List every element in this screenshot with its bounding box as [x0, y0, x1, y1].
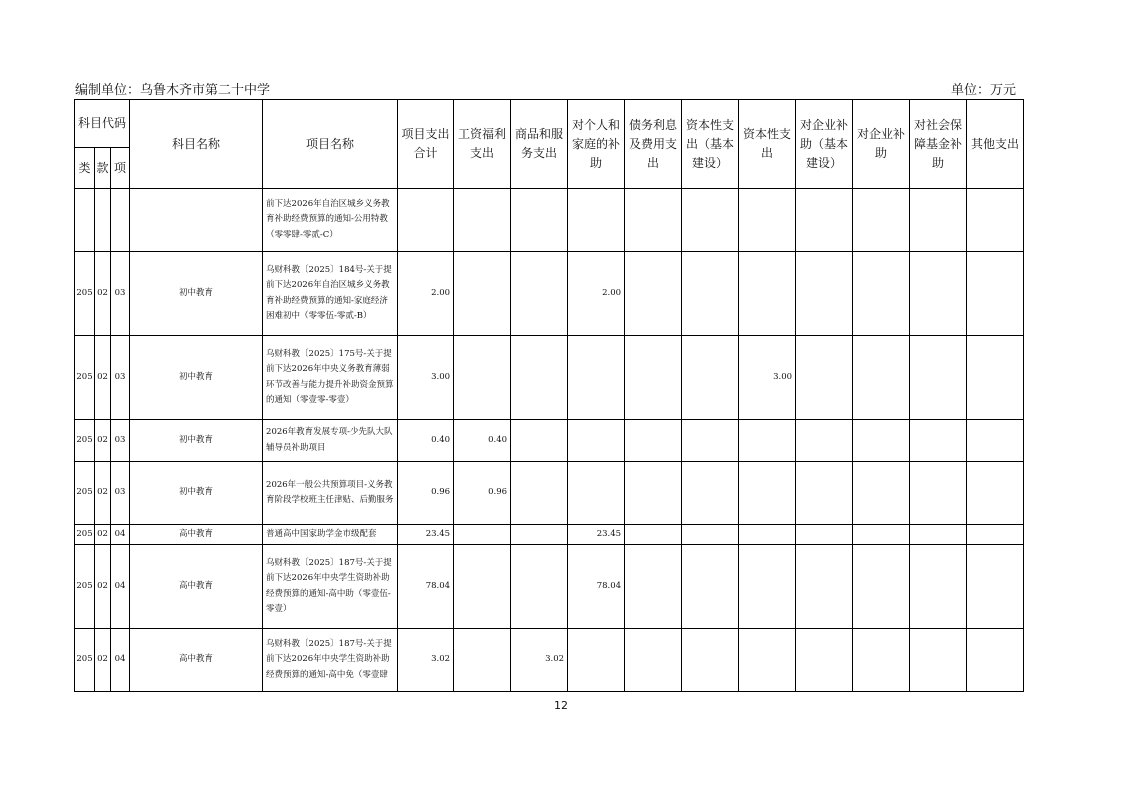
code-xiang: 03 — [111, 462, 130, 525]
capital-basic-cell — [682, 629, 739, 692]
total-cell — [398, 189, 454, 252]
enterprise-cell — [853, 462, 910, 525]
other-cell — [967, 420, 1024, 462]
project-name-cell: 乌财科教〔2025〕184号-关于提前下达2026年自治区城乡义务教育补助经费预算的通知-家庭经济困难初中（零零伍-零贰-B） — [263, 252, 398, 336]
other-cell — [967, 189, 1024, 252]
total-cell: 23.45 — [398, 525, 454, 545]
enterprise-basic-cell — [796, 629, 853, 692]
enterprise-cell — [853, 629, 910, 692]
header-salary: 工资福利支出 — [454, 100, 511, 189]
table-row — [75, 336, 1024, 420]
total-cell: 0.40 — [398, 420, 454, 462]
currency-unit: 单位：万元 — [950, 83, 1016, 98]
code-xiang: 04 — [111, 545, 130, 629]
project-name-cell: 乌财科教〔2025〕187号-关于提前下达2026年中央学生资助补助经费预算的通知-高中免（零壹肆 — [263, 629, 398, 692]
table-row — [75, 462, 1024, 525]
enterprise-basic-cell — [796, 545, 853, 629]
code-lei: 205 — [75, 629, 95, 692]
social-security-cell — [910, 189, 967, 252]
code-xiang — [111, 189, 130, 252]
debt-interest-cell — [625, 525, 682, 545]
goods-services-cell — [511, 189, 568, 252]
subject-name-cell: 初中教育 — [130, 420, 263, 462]
capital-cell: 3.00 — [739, 336, 796, 420]
personal-family-cell — [568, 420, 625, 462]
other-cell — [967, 462, 1024, 525]
code-lei: 205 — [75, 462, 95, 525]
personal-family-cell — [568, 629, 625, 692]
code-kuan: 02 — [95, 525, 111, 545]
total-cell: 2.00 — [398, 252, 454, 336]
goods-services-cell — [511, 525, 568, 545]
other-cell — [967, 252, 1024, 336]
table-row — [75, 525, 1024, 545]
personal-family-cell — [568, 189, 625, 252]
capital-cell — [739, 629, 796, 692]
total-cell: 3.02 — [398, 629, 454, 692]
project-name-cell: 乌财科教〔2025〕175号-关于提前下达2026年中央义务教育薄弱环节改善与能力提升补助资金预算的通知（零壹零-零壹） — [263, 336, 398, 420]
enterprise-cell — [853, 336, 910, 420]
code-lei: 205 — [75, 545, 95, 629]
table-row — [75, 189, 1024, 252]
header-total: 项目支出合计 — [398, 100, 454, 189]
salary-cell — [454, 525, 511, 545]
debt-interest-cell — [625, 252, 682, 336]
salary-cell — [454, 189, 511, 252]
header-code-group: 科目代码 — [75, 100, 130, 148]
project-name-cell: 2026年教育发展专项-少先队大队辅导员补助项目 — [263, 420, 398, 462]
code-xiang: 04 — [111, 525, 130, 545]
subject-name-cell: 初中教育 — [130, 336, 263, 420]
header-other: 其他支出 — [967, 100, 1024, 189]
header-enterprise: 对企业补助 — [853, 100, 910, 189]
personal-family-cell: 78.04 — [568, 545, 625, 629]
enterprise-cell — [853, 545, 910, 629]
capital-basic-cell — [682, 252, 739, 336]
debt-interest-cell — [625, 545, 682, 629]
social-security-cell — [910, 629, 967, 692]
personal-family-cell: 2.00 — [568, 252, 625, 336]
header-capital-basic: 资本性支出（基本建设） — [682, 100, 739, 189]
capital-cell — [739, 189, 796, 252]
project-name-cell: 2026年一般公共预算项目-义务教育阶段学校班主任津贴、后勤服务 — [263, 462, 398, 525]
enterprise-basic-cell — [796, 525, 853, 545]
subject-name-cell: 高中教育 — [130, 525, 263, 545]
header-enterprise-basic: 对企业补助（基本建设） — [796, 100, 853, 189]
goods-services-cell — [511, 462, 568, 525]
capital-basic-cell — [682, 189, 739, 252]
personal-family-cell — [568, 336, 625, 420]
social-security-cell — [910, 336, 967, 420]
salary-cell — [454, 252, 511, 336]
budget-table-body — [75, 189, 1024, 692]
header-lei: 类 — [75, 148, 95, 189]
other-cell — [967, 545, 1024, 629]
code-xiang: 03 — [111, 252, 130, 336]
social-security-cell — [910, 462, 967, 525]
enterprise-basic-cell — [796, 336, 853, 420]
personal-family-cell: 23.45 — [568, 525, 625, 545]
other-cell — [967, 525, 1024, 545]
subject-name-cell: 高中教育 — [130, 629, 263, 692]
total-cell: 0.96 — [398, 462, 454, 525]
capital-basic-cell — [682, 462, 739, 525]
subject-name-cell: 初中教育 — [130, 252, 263, 336]
salary-cell — [454, 545, 511, 629]
enterprise-basic-cell — [796, 189, 853, 252]
personal-family-cell — [568, 462, 625, 525]
subject-name-cell: 高中教育 — [130, 545, 263, 629]
code-xiang: 03 — [111, 420, 130, 462]
budget-table — [74, 99, 1024, 692]
enterprise-cell — [853, 420, 910, 462]
code-lei: 205 — [75, 420, 95, 462]
enterprise-cell — [853, 189, 910, 252]
other-cell — [967, 336, 1024, 420]
header-personal-family: 对个人和家庭的补助 — [568, 100, 625, 189]
capital-cell — [739, 545, 796, 629]
code-xiang: 04 — [111, 629, 130, 692]
code-kuan — [95, 189, 111, 252]
code-kuan: 02 — [95, 545, 111, 629]
header-kuan: 款 — [95, 148, 111, 189]
code-kuan: 02 — [95, 462, 111, 525]
capital-cell — [739, 420, 796, 462]
debt-interest-cell — [625, 629, 682, 692]
enterprise-basic-cell — [796, 420, 853, 462]
table-row — [75, 545, 1024, 629]
other-cell — [967, 629, 1024, 692]
capital-cell — [739, 462, 796, 525]
header-debt-interest: 债务利息及费用支出 — [625, 100, 682, 189]
goods-services-cell — [511, 336, 568, 420]
goods-services-cell — [511, 545, 568, 629]
capital-basic-cell — [682, 420, 739, 462]
goods-services-cell — [511, 252, 568, 336]
salary-cell — [454, 629, 511, 692]
header-goods-services: 商品和服务支出 — [511, 100, 568, 189]
social-security-cell — [910, 420, 967, 462]
social-security-cell — [910, 525, 967, 545]
table-row — [75, 252, 1024, 336]
salary-cell — [454, 336, 511, 420]
goods-services-cell — [511, 420, 568, 462]
header-social-security: 对社会保障基金补助 — [910, 100, 967, 189]
code-lei: 205 — [75, 525, 95, 545]
debt-interest-cell — [625, 420, 682, 462]
code-kuan: 02 — [95, 336, 111, 420]
salary-cell: 0.40 — [454, 420, 511, 462]
table-row — [75, 629, 1024, 692]
enterprise-cell — [853, 252, 910, 336]
goods-services-cell: 3.02 — [511, 629, 568, 692]
code-lei: 205 — [75, 252, 95, 336]
project-name-cell: 普通高中国家助学金市级配套 — [263, 525, 398, 545]
subject-name-cell — [130, 189, 263, 252]
header-xiang: 项 — [111, 148, 130, 189]
code-kuan: 02 — [95, 252, 111, 336]
code-kuan: 02 — [95, 420, 111, 462]
social-security-cell — [910, 252, 967, 336]
project-name-cell: 前下达2026年自治区城乡义务教育补助经费预算的通知-公用特教（零零肆-零贰-C） — [263, 189, 398, 252]
header-capital: 资本性支出 — [739, 100, 796, 189]
header-project-name: 项目名称 — [263, 100, 398, 189]
code-xiang: 03 — [111, 336, 130, 420]
salary-cell: 0.96 — [454, 462, 511, 525]
capital-cell — [739, 252, 796, 336]
debt-interest-cell — [625, 336, 682, 420]
project-name-cell: 乌财科教〔2025〕187号-关于提前下达2026年中央学生资助补助经费预算的通知-高中助（零壹伍-零壹） — [263, 545, 398, 629]
table-row — [75, 420, 1024, 462]
enterprise-basic-cell — [796, 252, 853, 336]
capital-basic-cell — [682, 545, 739, 629]
debt-interest-cell — [625, 462, 682, 525]
total-cell: 78.04 — [398, 545, 454, 629]
compiling-unit: 编制单位：乌鲁木齐市第二十中学 — [75, 83, 271, 98]
header-subject-name: 科目名称 — [130, 100, 263, 189]
enterprise-basic-cell — [796, 462, 853, 525]
debt-interest-cell — [625, 189, 682, 252]
code-kuan: 02 — [95, 629, 111, 692]
page-number: 12 — [554, 699, 568, 712]
social-security-cell — [910, 545, 967, 629]
capital-basic-cell — [682, 336, 739, 420]
enterprise-cell — [853, 525, 910, 545]
capital-cell — [739, 525, 796, 545]
total-cell: 3.00 — [398, 336, 454, 420]
code-lei: 205 — [75, 336, 95, 420]
code-lei — [75, 189, 95, 252]
capital-basic-cell — [682, 525, 739, 545]
subject-name-cell: 初中教育 — [130, 462, 263, 525]
